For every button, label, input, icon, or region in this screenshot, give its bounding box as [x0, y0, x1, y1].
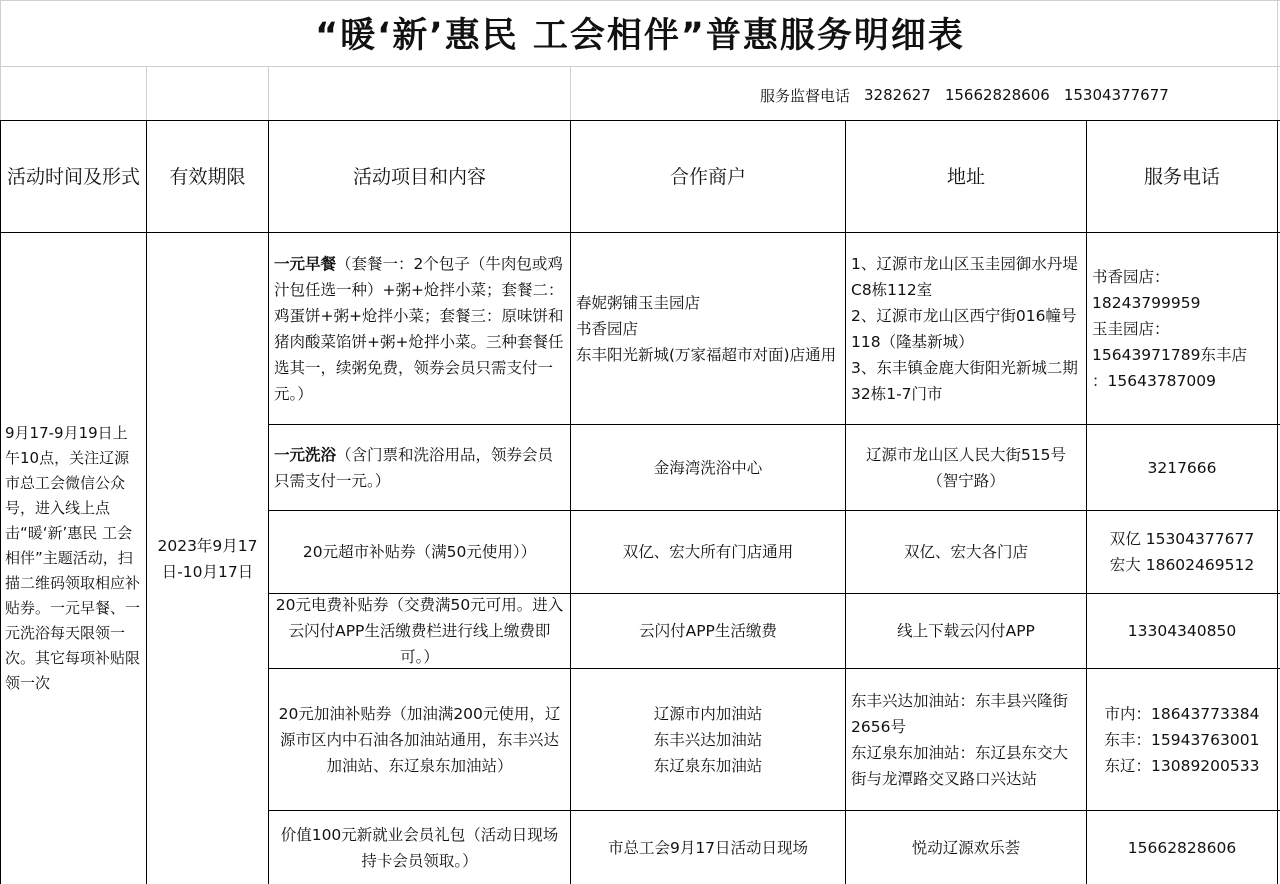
item-title: 一元洗浴 [274, 445, 337, 464]
phone-bath: 3217666 [1147, 458, 1217, 477]
header-phone: 服务电话 [1143, 165, 1220, 188]
phone-electricity: 13304340850 [1127, 622, 1237, 640]
item-detail: （套餐一：2个包子（牛肉包或鸡汁包任选一种）+粥+炝拌小菜；套餐二：鸡蛋饼+粥+炝拌小菜；套餐三：原味饼和猪肉酸菜馅饼+粥+炝拌小菜。三种套餐任选其一，续粥免费，领券会员只需支付一元。） [274, 254, 564, 403]
merchant-breakfast: 春妮粥铺玉圭园店 书香园店 东丰阳光新城(万家福超市对面)店通用 [576, 293, 837, 364]
item-electricity: 20元电费补贴券（交费满50元可用。进入云闪付APP生活缴费栏进行线上缴费即可。） [275, 596, 564, 666]
phone-gift-pack: 15662828606 [1127, 838, 1237, 857]
item-gift-pack: 价值100元新就业会员礼包（活动日现场持卡会员领取。） [280, 825, 559, 870]
merchant-gift-pack: 市总工会9月17日活动日现场 [607, 838, 809, 857]
header-validity: 有效期限 [169, 165, 246, 188]
supervision-phone: 15662828606 [944, 86, 1050, 104]
merchant-bath: 金海湾洗浴中心 [653, 458, 763, 477]
supervision-label: 服务监督电话 [760, 86, 851, 105]
item-bath [269, 425, 570, 510]
page-title: “暖‘新’惠民 工会相伴”普惠服务明细表 [315, 16, 965, 56]
item-supermarket: 20元超市补贴券（满50元使用）） [302, 543, 537, 561]
address-fuel: 东丰兴达加油站：东丰县兴隆街2656号 东辽泉东加油站：东辽县东交大街与龙潭路交叉路口兴达站 [851, 691, 1069, 788]
phone-fuel: 市内：18643773384 东丰：15943763001 东辽：13089200533 [1104, 704, 1260, 775]
address-supermarket: 双亿、宏大各门店 [903, 543, 1028, 561]
item-detail: （含门票和洗浴用品，领券会员只需支付一元。） [274, 445, 554, 490]
address-bath: 辽源市龙山区人民大街515号（智宁路） [865, 445, 1067, 490]
supervision-phone: 15304377677 [1063, 86, 1169, 104]
header-merchants: 合作商户 [669, 165, 746, 188]
activity-time-form: 9月17-9月19日上午10点，关注辽源市总工会微信公众号，进入线上点击“暖‘新’惠民 工会相伴”主题活动，扫描二维码领取相应补贴券。一元早餐、一元洗浴每天限领一次。其它每项补贴限领一次 [5, 424, 141, 692]
address-electricity: 线上下载云闪付APP [897, 622, 1035, 640]
supervision-phones [760, 70, 1183, 120]
merchant-supermarket: 双亿、宏大所有门店通用 [622, 543, 794, 561]
validity-period: 2023年9月17日-10月17日 [157, 536, 258, 581]
phone-supermarket: 双亿 15304377677 宏大 18602469512 [1109, 530, 1255, 574]
header-address: 地址 [946, 165, 985, 188]
item-fuel: 20元加油补贴券（加油满200元使用，辽源市区内中石油各加油站通用，东丰兴达加油站、东辽泉东加油站） [278, 704, 561, 775]
supervision-phone: 3282627 [864, 86, 931, 104]
header-time-form: 活动时间及形式 [6, 165, 140, 188]
merchant-fuel: 辽源市内加油站 东丰兴达加油站 东辽泉东加油站 [653, 704, 763, 775]
phone-breakfast: 书香园店： 18243799959 玉圭园店： 15643971789东丰店 ：15643787009 [1092, 267, 1247, 390]
item-breakfast [269, 233, 570, 424]
address-breakfast: 1、辽源市龙山区玉圭园御水丹堤C8栋112室 2、辽源市龙山区西宁街016幢号118（隆基新城） 3、东丰镇金鹿大街阳光新城二期32栋1-7门市 [851, 254, 1078, 403]
header-items: 活动项目和内容 [352, 165, 486, 188]
item-title: 一元早餐 [274, 254, 337, 273]
merchant-electricity: 云闪付APP生活缴费 [639, 622, 777, 640]
address-gift-pack: 悦动辽源欢乐荟 [911, 838, 1021, 857]
